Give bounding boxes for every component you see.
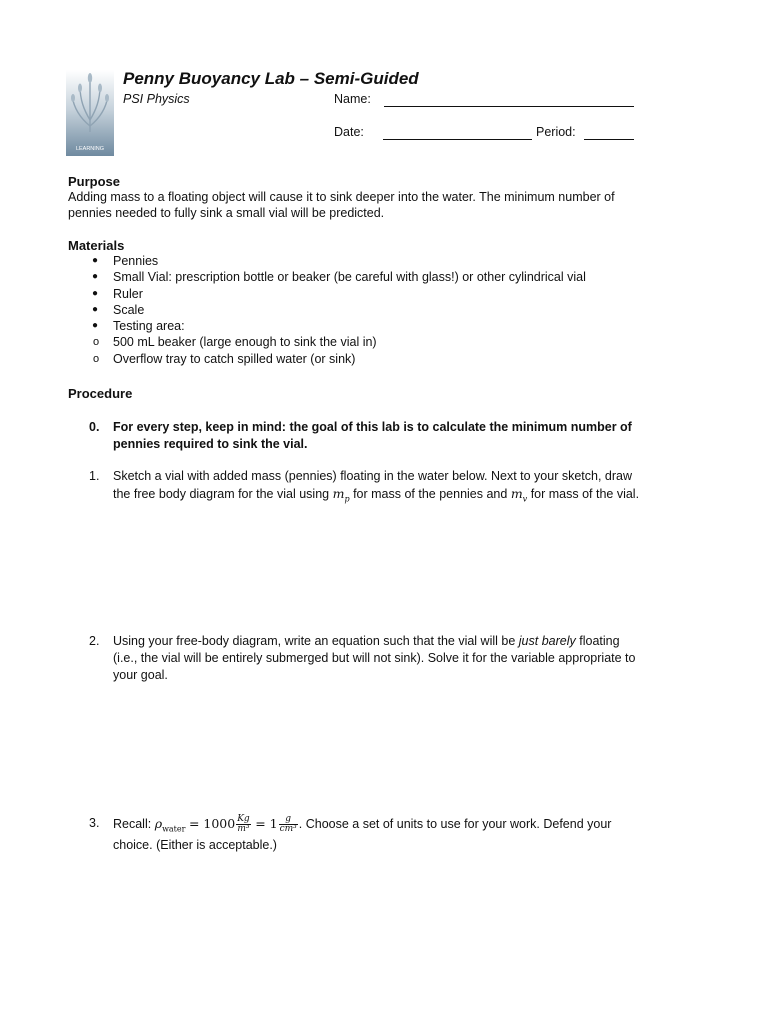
materials-section [68,238,708,367]
school-logo [66,70,114,156]
list-item: ● Pennies [92,254,159,268]
name-label: Name: [334,92,371,106]
period-field[interactable] [584,139,634,140]
date-field[interactable] [383,139,532,140]
materials-heading: Materials [68,238,125,253]
procedure-step-2: 2. Using your free-body diagram, write an equation such that the vial will be just barely floating (i.e., the vial will be entirely submerged but will not sink). Solve it for the variable appropriate to your goal. [89,634,636,682]
list-item: ● Small Vial: prescription bottle or beaker (be careful with glass!) or other cylindrical vial [92,270,586,285]
procedure-heading: Procedure [68,386,133,401]
bullet-icon: ● [92,271,99,283]
density-fraction-g-per-cm3: $\frac{g}{\text{cm³}}$ [279,814,297,835]
purpose-heading: Purpose [68,174,121,189]
bullet-icon: ● [92,320,99,332]
list-item: o 500 mL beaker (large enough to sink the vial in) [93,335,377,350]
list-item: ● Scale [92,302,145,317]
svg-text:LEARNING: LEARNING [75,146,105,152]
course-name: PSI Physics [123,92,190,106]
purpose-text-line-2: pennies needed to fully sink a small vial will be predicted. [68,206,385,220]
list-item: ● Testing area: o 500 mL beaker (large enough to sink the vial in) o Overflow tray to catch spilled water (or sink) [113,318,708,367]
period-label: Period: [536,125,576,139]
purpose-text-line-1: Adding mass to a floating object will cause it to sink deeper into the water. The minimum number of [68,190,615,204]
materials-list [92,253,708,367]
procedure-step-3: 3. Recall: $\rho_{water} = 1000$ $\frac{Kg}{\text{m³}}$ = 1 $\frac{g}{\text{cm³}}$ . Choose a set of units to use for your work. Defend your choice. (Either is acceptable.) [89,814,612,852]
list-item: o Overflow tray to catch spilled water (or sink) [93,351,356,366]
procedure-step-0: 0. For every step, keep in mind: the goal of this lab is to calculate the minimum number of pennies required to sink the vial. [89,420,632,451]
procedure-step-1: 1. Sketch a vial with added mass (pennies) floating in the water below. Next to your sketch, draw the free body diagram for the vial using $m_p$ for mass of the pennies and $m_v$ for mass of the vial. [89,469,640,504]
bullet-icon: ● [92,255,99,266]
circle-bullet-icon: o [93,352,100,365]
purpose-section [68,174,708,221]
list-item: ● Ruler [92,286,143,301]
bullet-icon: ● [92,287,99,299]
bullet-icon: ● [92,303,99,315]
document-title: Penny Buoyancy Lab – Semi-Guided [123,69,419,88]
date-label: Date: [334,125,364,139]
testing-area-sublist [68,334,708,367]
density-fraction-kg-per-m3: $\frac{Kg}{\text{m³}}$ [237,814,250,835]
name-field[interactable] [384,106,634,107]
circle-bullet-icon: o [93,336,100,349]
